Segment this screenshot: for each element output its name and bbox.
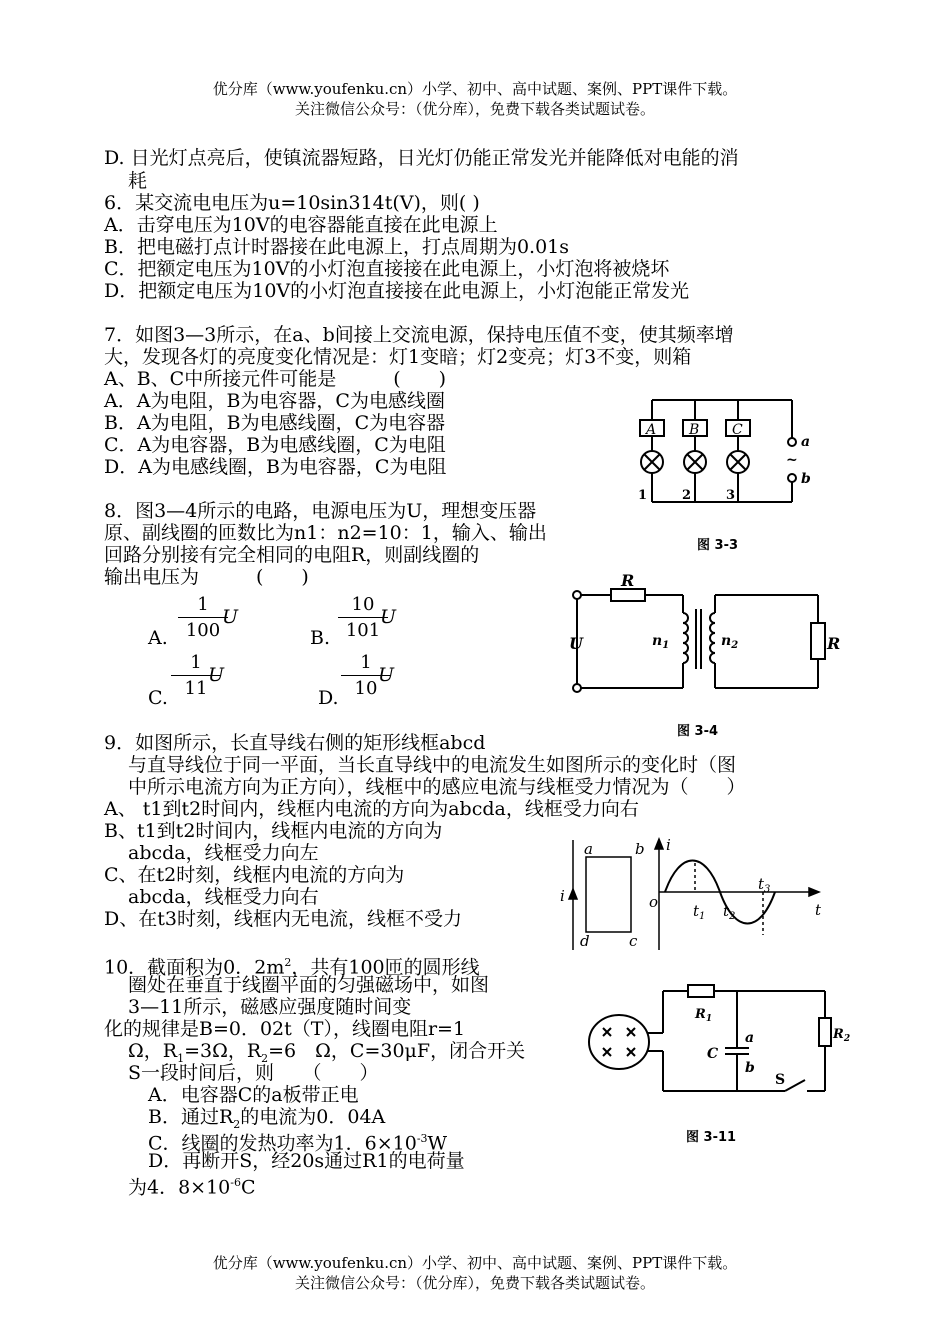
q9-stem-2: 与直导线位于同一平面，当长直导线中的电流发生如图所示的变化时（图 <box>128 754 737 776</box>
q9-option-a: A、 t1到t2时间内，线框内电流的方向为abcda，线框受力向右 <box>104 798 639 820</box>
fig34-r-top-label: R <box>621 571 635 590</box>
fig-q9-t2-sub: 2 <box>729 911 736 922</box>
fig-q9-t3-sub: 3 <box>764 884 771 895</box>
q10-stem-5-e: =6 Ω，C=30μF，闭合开关 <box>268 1040 526 1062</box>
q10-stem-1-post: ，共有100匝的圆形线 <box>291 956 480 979</box>
q9-option-b-line1: B、t1到t2时间内，线框内电流的方向为 <box>104 820 443 842</box>
q7-option-c: C．A为电容器，B为电感线圈，C为电阻 <box>104 434 446 456</box>
q9-stem-1: 9．如图所示，长直导线右侧的矩形线框abcd <box>104 732 486 754</box>
fig-q9-axis-t-label: t <box>815 901 822 919</box>
q10-option-d-line2-pre: 为4．8×10 <box>128 1176 231 1199</box>
q10-stem-1-pre: 10．截面积为0．2m <box>104 956 285 979</box>
q10-stem-5-r2-sub: 2 <box>261 1051 269 1065</box>
q7-stem-1: 7．如图3—3所示，在a、b间接上交流电源，保持电压值不变，使其频率增 <box>104 324 734 346</box>
fig311-switch-s: S <box>775 1072 786 1088</box>
fig-q9-t1: t <box>693 902 700 920</box>
q7-stem-2: 大，发现各灯的亮度变化情况是：灯1变暗；灯2变亮；灯3不变，则箱 <box>104 346 692 368</box>
fig33-terminal-a: a <box>801 434 811 450</box>
footer-line-2: 关注微信公众号：（优分库），免费下载各类试题试卷。 <box>294 1274 655 1292</box>
q10-option-c-pre: C．线圈的发热功率为1．6×10 <box>148 1132 417 1155</box>
fig33-caption: 图 3-3 <box>697 538 739 553</box>
q10-stem-4: 化的规律是B=0．02t（T），线圈电阻r=1 <box>104 1018 466 1040</box>
q10-option-c-sup: -3 <box>416 1132 428 1145</box>
q10-option-d-line2 <box>128 1172 256 1198</box>
q9-option-b-line2: abcda，线框受力向左 <box>128 842 319 864</box>
q6-option-b: B．把电磁打点计时器接在此电源上，打点周期为0.01s <box>104 236 570 258</box>
q5-option-d-line1: D. 日光灯点亮后，使镇流器短路，日光灯仍能正常发光并能降低对电能的消 <box>104 147 739 169</box>
fig33-box-a-label: A <box>646 422 657 438</box>
fig33-box-c-label: C <box>732 422 743 438</box>
q5-option-d-line2: 耗 <box>128 170 148 192</box>
fig311-caption: 图 3-11 <box>686 1130 737 1145</box>
q8-option-d-label: D. <box>318 687 339 709</box>
fig311-r2: R <box>833 1027 844 1042</box>
fig311-r2-sub: 2 <box>843 1034 851 1044</box>
fig-q9-corner-c: c <box>629 932 638 950</box>
fig33-lamp-1-label: 1 <box>638 488 648 503</box>
q10-option-d-line2-post: C <box>241 1176 256 1199</box>
q8-option-b-label: B. <box>310 627 331 649</box>
fig311-r1-label <box>694 1007 712 1024</box>
fig311-r2-label <box>832 1027 850 1044</box>
fig-q9-t1-sub: 1 <box>699 911 706 922</box>
fig-q9-corner-a: a <box>584 840 593 858</box>
figure-3-11 <box>585 980 851 1110</box>
q8-option-b-denominator: 101 <box>345 620 381 641</box>
fig-q9-corner-b: b <box>635 840 645 858</box>
fig34-n2-sub: 2 <box>731 640 739 651</box>
fig33-lamp-2-label: 2 <box>682 488 692 503</box>
fig33-ac-symbol: ~ <box>786 452 798 468</box>
footer-line-1: 优分库（www.youfenku.cn）小学、初中、高中试题、案例、PPT课件下载。 <box>212 1254 738 1272</box>
fig34-n2-label <box>721 633 738 651</box>
fig-q9-origin-label: o <box>649 893 659 911</box>
fig311-plate-a: a <box>745 1030 755 1046</box>
q10-option-a: A．电容器C的a板带正电 <box>148 1084 359 1106</box>
fig311-r1-sub: 1 <box>705 1014 713 1024</box>
q6-option-d: D．把额定电压为10V的小灯泡直接接在此电源上，小灯泡能正常发光 <box>104 280 690 302</box>
q6-option-c: C．把额定电压为10V的小灯泡直接接在此电源上，小灯泡将被烧坏 <box>104 258 670 280</box>
q9-option-d: D、在t3时刻，线框内无电流，线框不受力 <box>104 908 462 930</box>
q8-option-a-denominator: 100 <box>185 620 221 641</box>
q8-option-b-u: U <box>380 606 397 628</box>
q10-stem-3: 3—11所示，磁感应强度随时间变 <box>128 996 412 1018</box>
fig33-terminal-b: b <box>801 471 811 487</box>
q10-option-b-sub: 2 <box>233 1117 241 1131</box>
fig34-n1-label <box>652 633 669 651</box>
fig34-u-label: U <box>569 634 583 653</box>
fig-q9-t1-label <box>693 902 705 922</box>
q8-option-a-label: A. <box>148 627 168 649</box>
fig-q9-t2-label <box>723 902 735 922</box>
q10-stem-5-r1-sub: 1 <box>177 1051 185 1065</box>
q8-stem-3: 回路分别接有完全相同的电阻R，则副线圈的 <box>104 544 480 566</box>
q10-stem-2: 圈处在垂直于线圈平面的匀强磁场中，如图 <box>128 974 490 996</box>
q8-option-b-numerator: 10 <box>338 594 388 618</box>
q8-option-d-u: U <box>378 664 395 686</box>
header-line-2: 关注微信公众号：（优分库），免费下载各类试题试卷。 <box>294 100 655 118</box>
fig311-c-label: C <box>707 1046 719 1062</box>
header-line-1: 优分库（www.youfenku.cn）小学、初中、高中试题、案例、PPT课件下载。 <box>212 80 738 98</box>
q8-option-c-label: C. <box>148 687 168 709</box>
q7-option-b: B．A为电阻，B为电感线圈，C为电容器 <box>104 412 446 434</box>
fig33-box-b-label: B <box>689 422 700 438</box>
q9-option-c-line2: abcda，线框受力向右 <box>128 886 319 908</box>
q10-option-d-line2-sup: -6 <box>230 1176 241 1189</box>
q9-option-c-line1: C、在t2时刻，线框内电流的方向为 <box>104 864 405 886</box>
q8-option-d-numerator: 1 <box>341 652 391 676</box>
q7-option-d: D．A为电感线圈，B为电容器，C为电阻 <box>104 456 447 478</box>
fig311-plate-b: b <box>745 1060 755 1076</box>
q10-option-b-pre: B．通过R <box>148 1106 234 1128</box>
figure-q9 <box>555 835 835 955</box>
q10-stem-5-a: Ω，R <box>128 1040 178 1062</box>
fig34-n1-sub: 1 <box>662 640 670 651</box>
q7-option-a: A．A为电阻，B为电容器，C为电感线圈 <box>104 390 445 412</box>
q9-stem-3: 中所示电流方向为正方向），线框中的感应电流与线框受力情况为（ ） <box>128 776 746 798</box>
fig34-r-right-label: R <box>827 634 841 653</box>
q8-option-d-denominator: 10 <box>354 678 378 699</box>
q8-option-c-u: U <box>208 664 225 686</box>
q10-option-c-post: W <box>427 1132 448 1155</box>
q8-option-c-numerator: 1 <box>171 652 221 676</box>
fig34-caption: 图 3-4 <box>677 724 719 739</box>
q8-stem-4: 输出电压为 ( ) <box>104 566 309 588</box>
fig-q9-t2: t <box>723 902 730 920</box>
q8-option-a-fraction <box>178 594 228 641</box>
q7-stem-3: A、B、C中所接元件可能是 ( ) <box>104 368 447 390</box>
q10-stem-5-c: =3Ω，R <box>184 1040 262 1062</box>
figure-3-4 <box>565 571 845 705</box>
fig33-lamp-3-label: 3 <box>726 488 736 503</box>
q10-option-b-post: 的电流为0．04A <box>240 1106 386 1128</box>
fig311-r1: R <box>695 1007 706 1022</box>
q8-stem-1: 8．图3—4所示的电路，电源电压为U，理想变压器 <box>104 500 537 522</box>
fig-q9-corner-d: d <box>580 932 590 950</box>
q6-option-a: A．击穿电压为10V的电容器能直接在此电源上 <box>104 214 498 236</box>
q8-option-a-u: U <box>222 606 239 628</box>
q10-stem-1-sup: 2 <box>284 956 292 969</box>
fig34-n2-n: n <box>721 633 732 649</box>
fig-q9-t3-label <box>758 875 770 895</box>
q6-stem: 6．某交流电电压为u=10sin314t(V)，则( ) <box>104 192 480 214</box>
fig-q9-t3: t <box>758 875 765 893</box>
fig-q9-wire-current-label: i <box>560 887 565 905</box>
q8-option-c-denominator: 11 <box>184 678 208 699</box>
q8-option-a-numerator: 1 <box>178 594 228 618</box>
q8-stem-2: 原、副线圈的匝数比为n1：n2=10：1，输入、输出 <box>104 522 547 544</box>
q10-option-d-line1: D．再断开S，经20s通过R1的电荷量 <box>148 1150 465 1172</box>
fig-q9-axis-i-label: i <box>666 836 671 854</box>
q10-stem-6: S一段时间后，则 （ ） <box>128 1062 379 1084</box>
fig34-n1-n: n <box>652 633 663 649</box>
figure-3-3 <box>620 390 820 550</box>
